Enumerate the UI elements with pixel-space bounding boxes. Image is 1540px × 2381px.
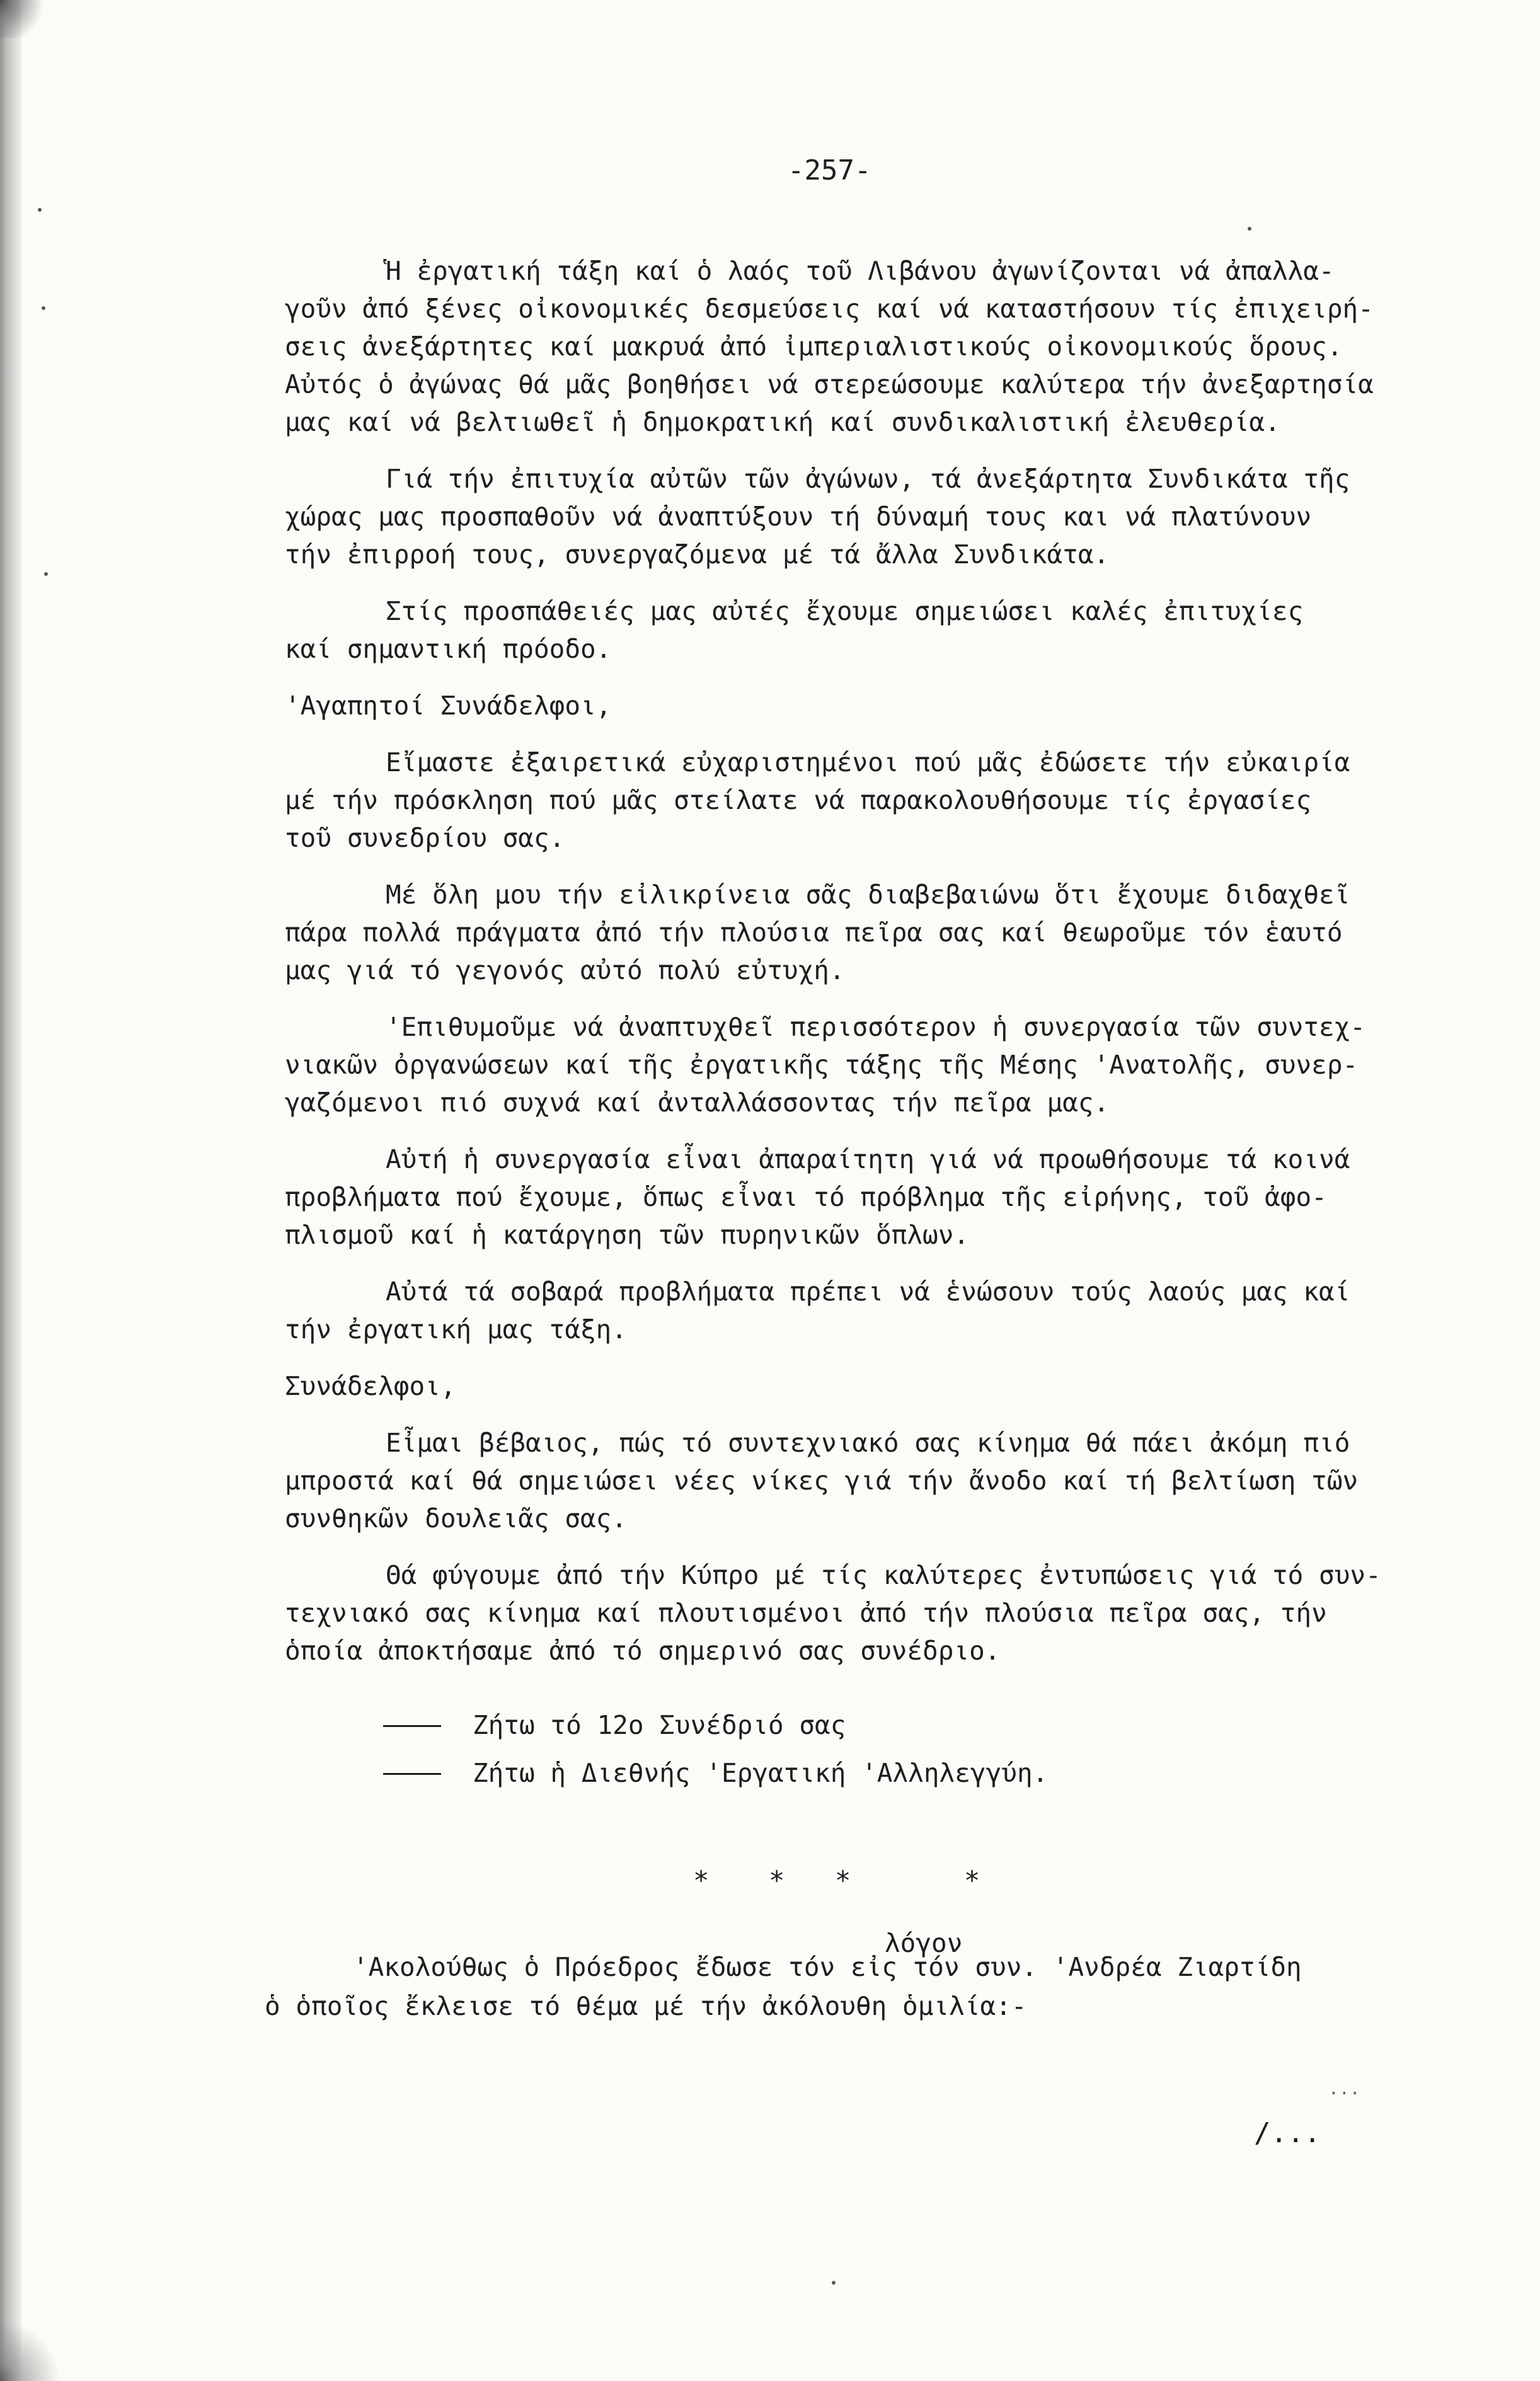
scan-speck [42, 306, 45, 310]
dash-mark [383, 1725, 441, 1727]
body-line: Αὐτή ἡ συνεργασία εἶναι ἀπαραίτητη γιά νά προωθήσουμε τά κοινά [386, 1144, 1350, 1174]
body-line: Αὐτός ὁ ἀγώνας θά μᾶς βοηθήσει νά στερεώσουμε καλύτερα τήν ἀνεξαρτησία [285, 369, 1374, 399]
body-line: Θά φύγουμε ἀπό τήν Κύπρο μέ τίς καλύτερες ἐντυπώσεις γιά τό συν- [386, 1560, 1381, 1590]
body-line: ὁποία ἀποκτήσαμε ἀπό τό σημερινό σας συνέδριο. [285, 1636, 1001, 1666]
body-line: μέ τήν πρόσκληση πού μᾶς στείλατε νά παρακολουθήσουμε τίς ἐργασίες [285, 785, 1312, 815]
slogan: Ζήτω ἡ Διεθνής 'Εργατική 'Αλληλεγγύη. [473, 1758, 1049, 1788]
body-line: Στίς προσπάθειές μας αὐτές ἔχουμε σημειώσει καλές ἐπιτυχίες [386, 596, 1304, 626]
body-line: τοῦ συνεδρίου σας. [285, 823, 565, 853]
star-mark: * [769, 1865, 785, 1896]
body-line: τήν ἐργατική μας τάξη. [285, 1314, 628, 1345]
body-line: μας καί νά βελτιωθεῖ ἡ δημοκρατική καί συνδικαλιστική ἐλευθερία. [285, 407, 1280, 437]
body-line: προβλήματα πού ἔχουμε, ὅπως εἶναι τό πρόβλημα τῆς εἰρήνης, τοῦ ἀφο- [285, 1182, 1327, 1212]
body-line: 'Επιθυμοῦμε νά ἀναπτυχθεῖ περισσότερον ἡ συνεργασία τῶν συντεχ- [386, 1012, 1366, 1042]
star-mark: * [964, 1865, 980, 1896]
body-line: τήν ἐπιρροή τους, συνεργαζόμενα μέ τά ἄλλα Συνδικάτα. [285, 539, 1110, 570]
body-line: πλισμοῦ καί ἡ κατάργηση τῶν πυρηνικῶν ὅπλων. [285, 1220, 970, 1250]
scan-left-edge [0, 0, 21, 2381]
continuation-mark: /... [1254, 2117, 1321, 2149]
body-line: χώρας μας προσπαθοῦν νά ἀναπτύξουν τή δύναμή τους και νά πλατύνουν [285, 502, 1312, 532]
body-line: Εἴμαστε ἐξαιρετικά εὐχαριστημένοι πού μᾶς ἐδώσετε τήν εὐκαιρία [386, 747, 1350, 777]
body-line: Ἡ ἐργατική τάξη καί ὁ λαός τοῦ Λιβάνου ἀγωνίζονται νά ἀπαλλα- [386, 256, 1335, 286]
body-line: νιακῶν ὀργανώσεων καί τῆς ἐργατικῆς τάξης τῆς Μέσης 'Ανατολῆς, συνερ- [285, 1050, 1359, 1080]
page-number: -257- [788, 154, 871, 186]
section-separator [693, 1865, 996, 1896]
star-mark: * [693, 1865, 710, 1896]
body-line: τεχνιακό σας κίνημα καί πλουτισμένοι ἀπό τήν πλούσια πεῖρα σας, τήν [285, 1598, 1327, 1628]
dash-mark [383, 1773, 441, 1775]
salutation: 'Αγαπητοί Συνάδελφοι, [285, 691, 612, 721]
inserted-word: λόγον [885, 1928, 963, 1958]
scan-corner-shadow [0, 2324, 101, 2381]
slogan: Ζήτω τό 12ο Συνέδριό σας [473, 1710, 846, 1740]
scan-speck [44, 572, 48, 576]
body-line: Μέ ὅλη μου τήν εἰλικρίνεια σᾶς διαβεβαιώνω ὅτι ἔχουμε διδαχθεῖ [386, 880, 1350, 910]
body-line: μας γιά τό γεγονός αὐτό πολύ εὐτυχή. [285, 955, 845, 985]
salutation: Συνάδελφοι, [285, 1371, 456, 1401]
body-line: γοῦν ἀπό ξένες οἰκονομικές δεσμεύσεις καί νά καταστήσουν τίς ἐπιχειρή- [285, 294, 1374, 324]
closing-line: 'Ακολούθως ὁ Πρόεδρος ἔδωσε τόν εἰς τόν συν. 'Ανδρέα Ζιαρτίδη [353, 1952, 1302, 1982]
body-line: πάρα πολλά πράγματα ἀπό τήν πλούσια πεῖρα σας καί θεωροῦμε τόν ἑαυτό [285, 917, 1343, 948]
body-line: καί σημαντική πρόοδο. [285, 634, 612, 664]
body-line: σεις ἀνεξάρτητες καί μακρυά ἀπό ἰμπεριαλιστικούς οἰκονομικούς ὅρους. [285, 331, 1343, 362]
body-line: συνθηκῶν δουλειᾶς σας. [285, 1503, 628, 1534]
body-line: γαζόμενοι πιό συχνά καί ἀνταλλάσσοντας τήν πεῖρα μας. [285, 1087, 1110, 1118]
scan-speck [38, 208, 42, 212]
star-mark: * [835, 1865, 851, 1896]
scan-corner-shadow [0, 0, 57, 38]
closing-line: ὁ ὁποῖος ἔκλεισε τό θέμα μέ τήν ἀκόλουθη ὁμιλία:- [265, 1991, 1027, 2021]
body-line: Εἶμαι βέβαιος, πώς τό συντεχνιακό σας κίνημα θά πάει ἀκόμη πιό [386, 1428, 1350, 1458]
scan-speck [1248, 227, 1251, 231]
faint-dots: ... [1328, 2078, 1360, 2099]
body-line: Αὐτά τά σοβαρά προβλήματα πρέπει νά ἑνώσουν τούς λαούς μας καί [386, 1277, 1350, 1307]
body-line: Γιά τήν ἐπιτυχία αὐτῶν τῶν ἀγώνων, τά ἀνεξάρτητα Συνδικάτα τῆς [386, 464, 1350, 494]
body-line: μπροστά καί θά σημειώσει νέες νίκες γιά τήν ἄνοδο καί τή βελτίωση τῶν [285, 1466, 1359, 1496]
scan-speck [832, 2281, 836, 2285]
